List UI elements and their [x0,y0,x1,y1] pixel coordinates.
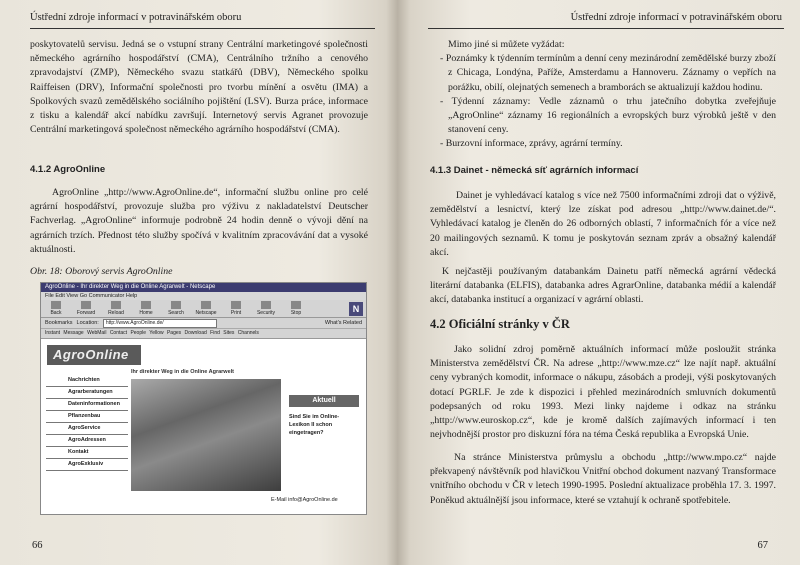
browser-toolbar [41,300,366,318]
list-item: - Burzovní informace, zprávy, agrární termíny. [440,138,623,150]
nav-item: Nachrichten [46,375,128,387]
back-icon [51,301,61,309]
aktuell-box: Aktuell [289,395,359,407]
print-button: Print [225,301,247,316]
running-head: Ústřední zdroje informací v potravinářském oboru [30,12,242,23]
lock-icon [261,301,271,309]
promo-text: Sind Sie im Online-Lexikon II schon eingetragen? [289,414,340,436]
site-nav [46,375,128,471]
print-icon [231,301,241,309]
webpage-content [41,339,366,515]
email-text: E-Mail info@AgroOnline.de [271,497,338,503]
nav-item: Kontakt [46,447,128,459]
netscape-button: Netscape [195,301,217,316]
section-paragraph: Jako solidní zdroj poměrně aktuálních informací může posloužit stránka Ministerstva zemědělství ČR. Na adrese „http://www.mze.cz“ lze najít např. aktuální ceny vybraných komodit, informace o nákupu, zásobách a prodeji, výši poskytovaných dotací PGRLF. Je zde k dispozici i přehled mezinárodních smluvních dokumentů podepsaných od roku 1993. Mezi linky najdeme i odkaz na stránku „http://www.euroskop.cz“, kde je kromě dalších zajímavých informací i ten nejvhodnější prostor pro diskuzní fóra na téma Česká republika a Evropská Unie. [430,344,776,441]
figure-caption: Obr. 18: Oborový servis AgroOnline [30,266,173,277]
reload-button: Reload [105,301,127,316]
page-number: 66 [32,540,43,551]
list-item: - Poznámky k týdenním termínům a denní ceny mezinárodní zemědělské burzy zboží z Chicaga, Londýna, Paříže, Amsterdamu a Hannoveru. Záznamy o vepřích na porážku, obilí, olejnatých semenech a bramborách se aktualizují každou hodinu. [440,53,777,93]
whats-related-label: What's Related [324,320,362,326]
section-paragraph: AgroOnline „http://www.AgroOnline.de“, informační službu online pro celé agrární hospodářství, provozuje služba pro výživu z nakladatelství Deutscher Fachverlag. „AgroOnline“ informuje podrobně 24 hodin denně o vývoji dění na agrárních trzích. Přednost této služby spočívá v kvalitním zpracovávání dat a vysoké aktuálnosti. [30,187,368,255]
section-heading: 4.1.2 AgroOnline [30,164,106,175]
home-icon [141,301,151,309]
search-button: Search [165,301,187,316]
intro-line: Mimo jiné si můžete vyžádat: [448,39,565,50]
window-title: AgroOnline - Ihr direkter Weg in die Online Agrarwelt - Netscape [41,283,366,292]
left-page [0,0,398,565]
forward-icon [81,301,91,309]
intro-paragraph: poskytovatelů servisu. Jedná se o vstupní strany Centrální marketingové společnosti německého agrárního hospodářství (CMA), Centrálního tržního a cenového zpravodajství (ZMP), Německého svazu statkářů (DBV), Německého spolku Raiffeisen (DRV), Informační společnosti pro tvorbu mínění a osvětu (IMA) a Spolkových svazů zemědělského sociálního pojištění (LSV). Burza práce, informace z tisku a kalendář akcí nabídku završují. Internetový servis Agranet provozuje Centrální marketingová společnost německého agrárního hospodářství (CMA). [30,39,368,136]
menu-bar: File Edit View Go Communicator Help [41,292,366,300]
reload-icon [111,301,121,309]
nav-item: Agrarberatungen [46,387,128,399]
stop-button: Stop [285,301,307,316]
section-paragraph: Na stránce Ministerstva průmyslu a obchodu „http://www.mpo.cz“ najde překvapený návštěvník pod hlavičkou Vnitřní obchod dokument nazvaný Transformace vnitřního obchodu v ČR v letech 1990-1995. Poslední aktualizace proběhla 17. 3. 1997. Poněkud aktuálnější jsou informace, které se vztahují k ochraně spotřebitele. [430,452,776,506]
field-photo [131,379,281,491]
location-field: http://www.AgroOnline.de/ [103,319,217,328]
section-paragraph: Dainet je vyhledávací katalog s více než 7500 informačními zdroji dat o výživě, zemědělství a lesnictví, který lze získat pod adresou „http://www.dainet.de/“. Vyhledávací katalog je členěn do 26 odborných oblastí, 7 informačních fór a více než 20 mailingových seznamů. K tomu je poskytován seznam zpráv a obsažný kalendář akcí. [430,190,776,258]
section-heading: 4.2 Oficiální stránky v ČR [430,317,570,331]
location-bar [41,318,366,329]
search-icon [171,301,181,309]
site-logo: AgroOnline [47,345,141,365]
location-label: Location: [76,320,99,326]
browser-screenshot-figure [40,282,367,515]
site-tagline: Ihr direkter Weg in die Online Agrarwelt [131,369,234,375]
section-paragraph: K nejčastěji používaným databankám Dainetu patří německá agrární vědecká literární databanka (ELFIS), databanka adres AgrarOnline, databanka médií a kalendář akcí, databanka institucí a organizací v agrární oblasti. [430,266,776,306]
netscape-icon [201,301,211,309]
running-head: Ústřední zdroje informací v potravinářském oboru [570,12,782,23]
page-number: 67 [757,540,768,551]
security-button: Security [255,301,277,316]
list-item: - Týdenní záznamy: Vedle záznamů o trhu jatečního dobytka zveřejňuje „AgroOnline“ záznamy 16 regionálních a evropských burz výrobků ještě v den stanovení ceny. [440,95,776,136]
nav-item: AgroAdressen [46,435,128,447]
section-heading: 4.1.3 Dainet - německá síť agrárních informací [430,165,639,176]
back-button: Back [45,301,67,316]
nav-item: Dateninformationen [46,399,128,411]
personal-toolbar: Instant Message WebMail Contact People Yellow Pages Download Find Sites Channels [41,329,366,339]
netscape-logo-icon: N [349,302,363,316]
stop-icon [291,301,301,309]
bookmarks-label: Bookmarks [45,320,73,326]
forward-button: Forward [75,301,97,316]
nav-item: AgroService [46,423,128,435]
bullet-list [440,52,776,151]
home-button: Home [135,301,157,316]
right-page [398,0,800,565]
header-rule [30,28,375,29]
nav-item: Pflanzenbau [46,411,128,423]
header-rule [428,28,784,29]
nav-item: AgroExklusiv [46,459,128,471]
intro-block [440,38,776,152]
